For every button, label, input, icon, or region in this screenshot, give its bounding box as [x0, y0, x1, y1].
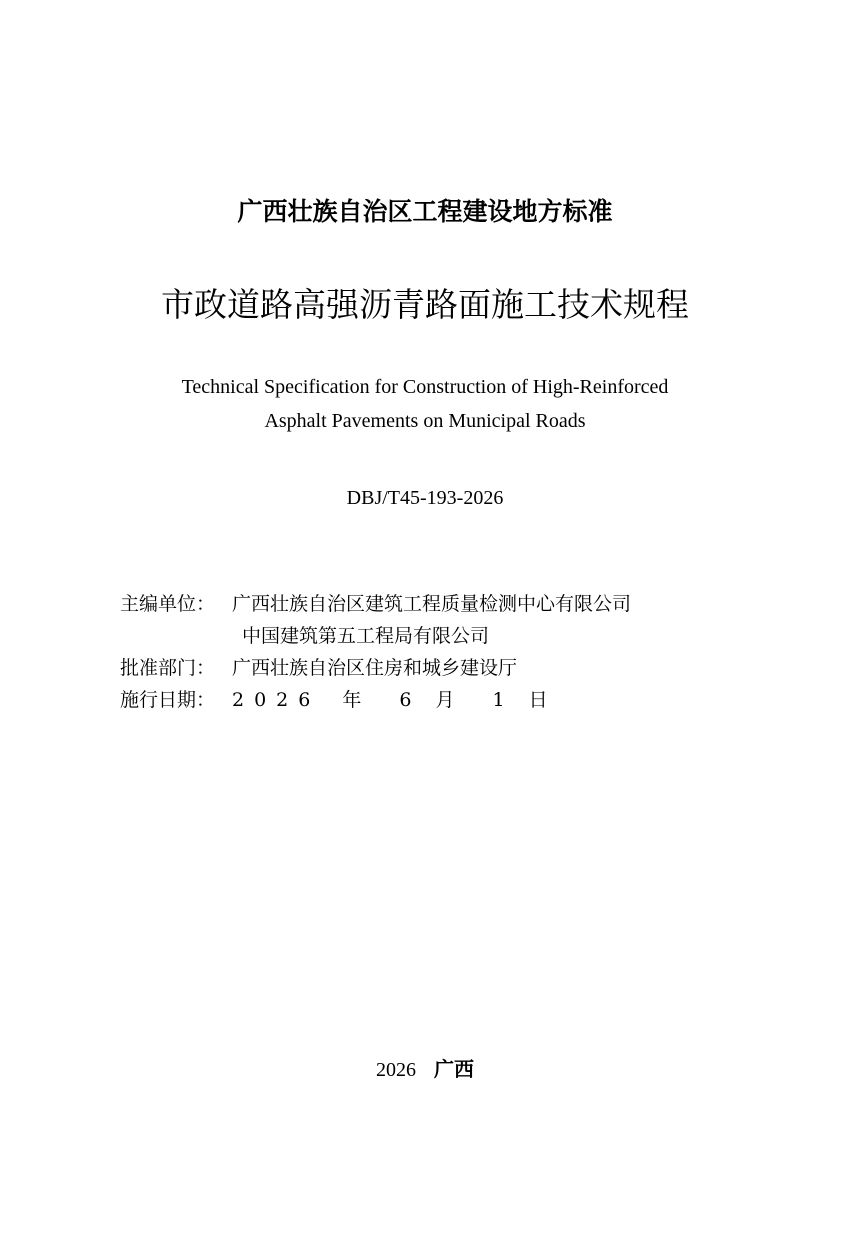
english-title-line-1: Technical Specification for Construction of High-Reinforced: [181, 376, 669, 398]
chief-editor-row: [120, 588, 740, 620]
chief-editor-unit-1: 广西壮族自治区建筑工程质量检测中心有限公司: [232, 593, 632, 615]
effective-day: 1: [492, 689, 505, 711]
standard-code: DBJ/T45-193-2026: [346, 487, 504, 509]
footer-year: 2026: [376, 1059, 416, 1081]
english-title: [0, 370, 850, 438]
chinese-title: 市政道路高强沥青路面施工技术规程: [161, 285, 689, 324]
approval-label: 批准部门：: [120, 657, 216, 679]
year-char: 年: [342, 689, 362, 711]
chief-editor-label: 主编单位：: [120, 593, 216, 615]
chief-editor-unit-2: 中国建筑第五工程局有限公司: [242, 625, 490, 647]
standard-type-heading: 广西壮族自治区工程建设地方标准: [237, 197, 613, 226]
english-title-line-2: Asphalt Pavements on Municipal Roads: [264, 410, 586, 432]
effective-year: 2026: [232, 689, 321, 711]
month-char: 月: [435, 689, 455, 711]
effective-date-label: 施行日期：: [120, 689, 216, 711]
footer-place: 广西: [434, 1057, 474, 1081]
effective-date: [232, 684, 548, 716]
chief-editor-row-2: [120, 620, 740, 652]
effective-month: 6: [399, 689, 412, 711]
info-label-spacer: [120, 620, 232, 652]
effective-date-row: [120, 684, 740, 716]
publication-footer: [0, 1053, 850, 1082]
approval-row: [120, 652, 740, 684]
approval-department: 广西壮族自治区住房和城乡建设厅: [232, 657, 518, 679]
publication-info: [120, 588, 740, 716]
day-char: 日: [528, 689, 548, 711]
